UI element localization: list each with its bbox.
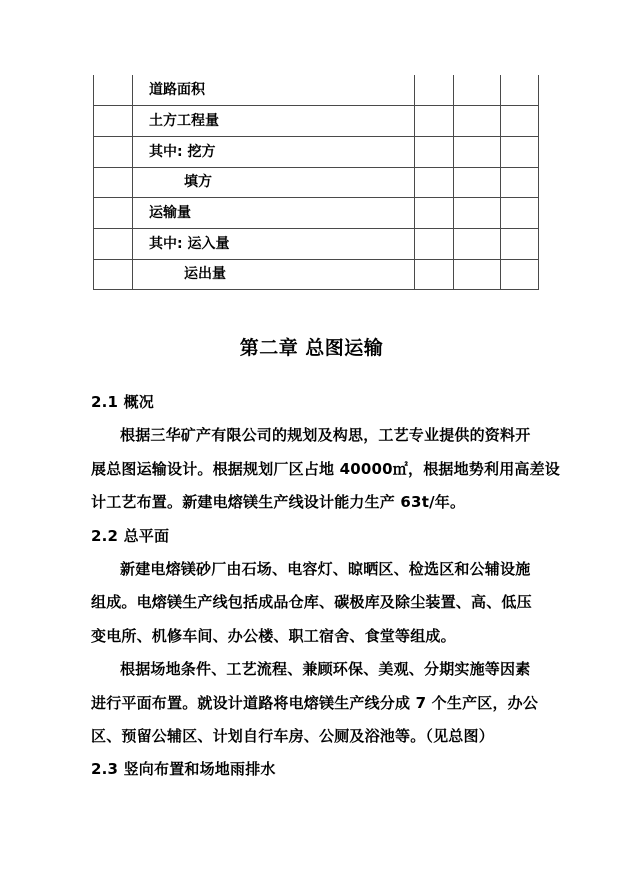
table-cell-empty (94, 136, 133, 167)
section-heading-2-1: 2.1 概况 (91, 393, 154, 411)
table-cell-empty (501, 259, 539, 290)
table-cell-empty (454, 136, 501, 167)
paragraph-line: 计工艺布置。新建电熔镁生产线设计能力生产 63t/年。 (91, 493, 466, 512)
table-row (94, 167, 539, 198)
table-cell-empty (501, 167, 539, 198)
table-row-label: 其中: 运入量 (133, 228, 415, 259)
paragraph-line: 展总图运输设计。根据规划厂区占地 40000㎡，根据地势利用高差设 (91, 459, 561, 478)
table-cell-empty (94, 167, 133, 198)
table-row (94, 259, 539, 290)
table-cell-empty (501, 75, 539, 106)
table-row-label: 填方 (133, 167, 415, 198)
table-row (94, 136, 539, 167)
section-heading-2-2: 2.2 总平面 (91, 526, 170, 545)
table-row (94, 228, 539, 259)
paragraph-line: 组成。电熔镁生产线包括成品仓库、碳极库及除尘装置、高、低压 (91, 593, 532, 612)
document-body (91, 332, 561, 787)
paragraph-line: 新建电熔镁砂厂由石场、电容灯、晾晒区、检选区和公辅设施 (120, 560, 531, 579)
table-cell-empty (94, 106, 133, 137)
paragraph-line: 根据三华矿产有限公司的规划及构思，工艺专业提供的资料开 (120, 426, 531, 445)
table-cell-empty (501, 198, 539, 229)
table-cell-empty (94, 259, 133, 290)
table-cell-empty (501, 106, 539, 137)
table-row (94, 198, 539, 229)
paragraph-line: 变电所、机修车间、办公楼、职工宿舍、食堂等组成。 (91, 626, 456, 645)
table-cell-empty (454, 167, 501, 198)
table-cell-empty (454, 228, 501, 259)
table-cell-empty (415, 106, 454, 137)
table-row-label: 运输量 (133, 198, 415, 229)
table-cell-empty (501, 136, 539, 167)
paragraph (91, 653, 539, 753)
table-row (94, 75, 539, 106)
table-cell-empty (415, 198, 454, 229)
table-cell-empty (454, 198, 501, 229)
table-cell-empty (415, 167, 454, 198)
table-cell-empty (94, 228, 133, 259)
paragraph (91, 553, 532, 653)
table-cell-empty (94, 198, 133, 229)
table-cell-empty (415, 136, 454, 167)
paragraph-line: 根据场地条件、工艺流程、兼顾环保、美观、分期实施等因素 (120, 660, 531, 679)
paragraph (91, 419, 561, 519)
table-cell-empty (415, 228, 454, 259)
paragraph-line: 区、预留公辅区、计划自行车房、公厕及浴池等。（见总图） (91, 727, 494, 746)
table-row-label: 道路面积 (133, 75, 415, 106)
table-row-label: 土方工程量 (133, 106, 415, 137)
table-cell-empty (415, 259, 454, 290)
table-cell-empty (501, 228, 539, 259)
chapter-title: 第二章 总图运输 (239, 337, 384, 359)
quantities-table (93, 75, 539, 290)
table-row-label: 运出量 (133, 259, 415, 290)
table-cell-empty (454, 259, 501, 290)
section-heading-2-3: 2.3 竖向布置和场地雨排水 (91, 760, 276, 779)
paragraph-line: 进行平面布置。就设计道路将电熔镁生产线分成 7 个生产区，办公 (91, 693, 539, 712)
table-cell-empty (415, 75, 454, 106)
table-cell-empty (454, 75, 501, 106)
table-cell-empty (94, 75, 133, 106)
table-cell-empty (454, 106, 501, 137)
table-row-label: 其中: 挖方 (133, 136, 415, 167)
table-row (94, 106, 539, 137)
